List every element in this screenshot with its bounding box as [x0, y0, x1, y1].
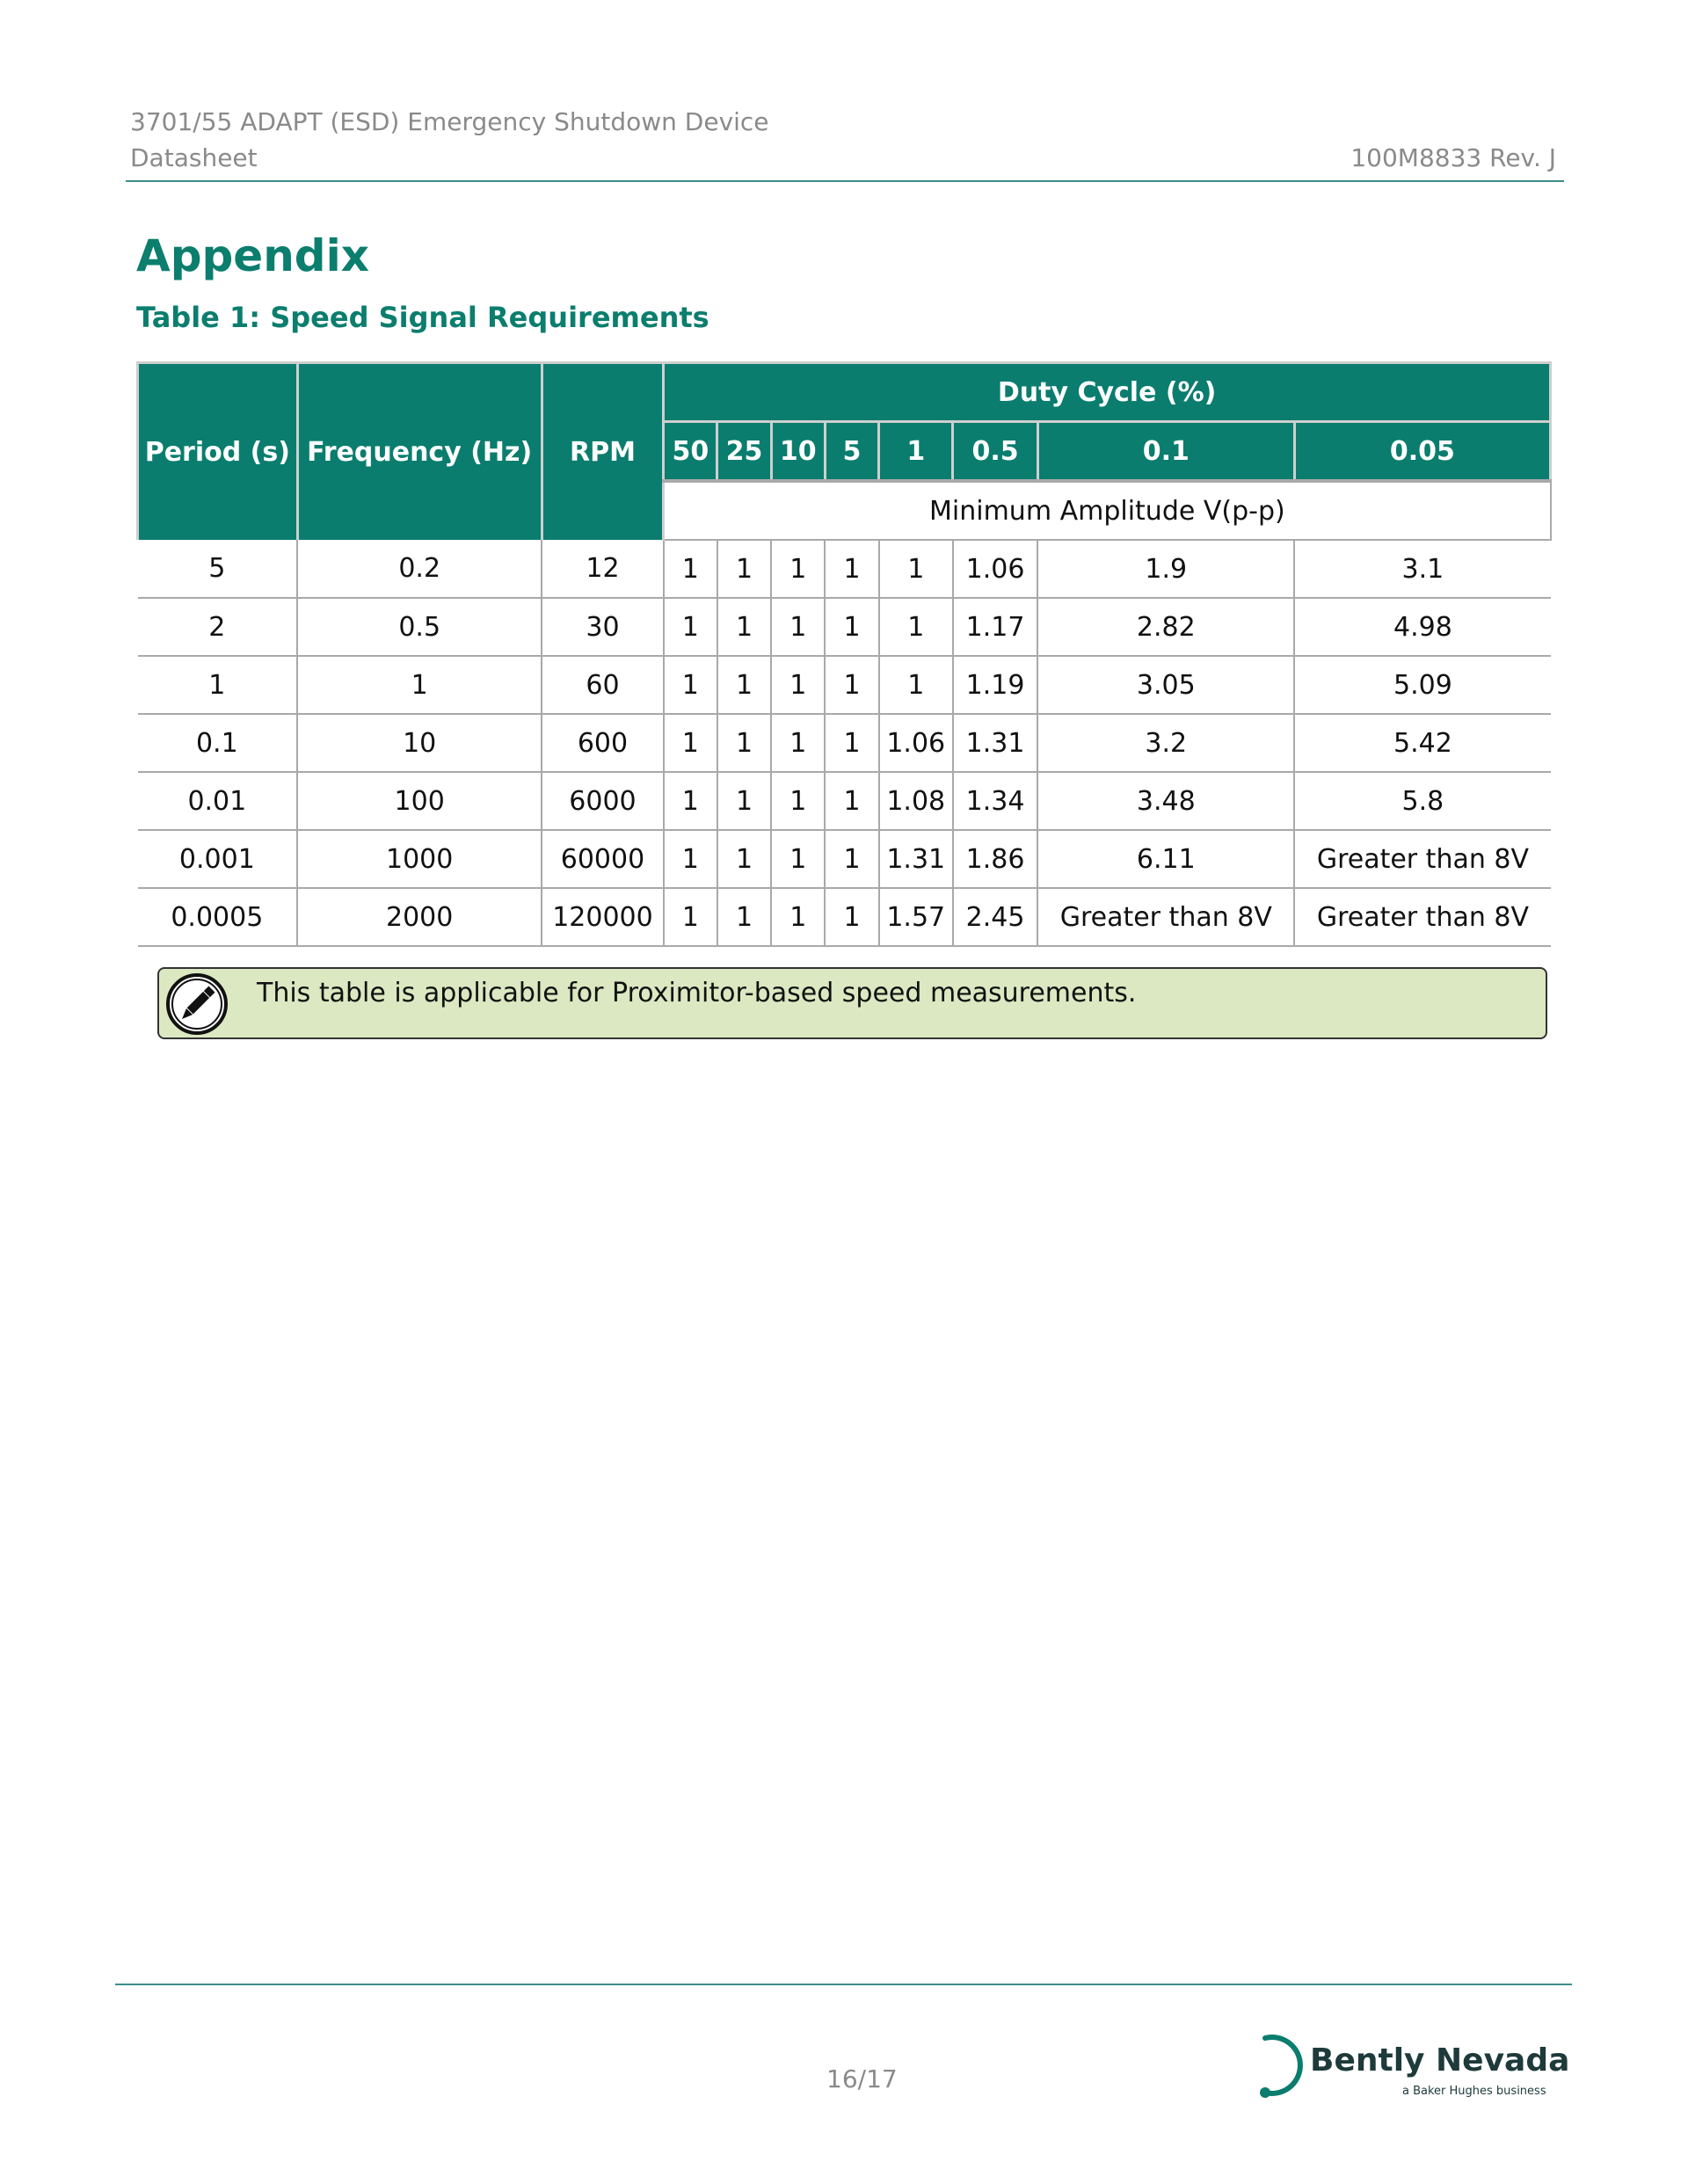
table-cell: 60	[542, 656, 664, 714]
logo-mark-icon	[1253, 2029, 1306, 2101]
section-title: Appendix	[136, 230, 369, 281]
table-cell: 0.1	[138, 714, 298, 772]
table-cell: 1.31	[953, 714, 1037, 772]
table-cell: 1.06	[953, 540, 1037, 598]
duty-cycle-25: 25	[717, 422, 771, 482]
table-cell: 1.34	[953, 772, 1037, 830]
table-cell: 1	[717, 540, 771, 598]
page-number: 16/17	[826, 2064, 898, 2093]
duty-cycle-10: 10	[771, 422, 825, 482]
duty-cycle-header: Duty Cycle (%)	[664, 363, 1551, 422]
table-row	[138, 714, 1551, 772]
note-text: This table is applicable for Proximitor-based speed measurements.	[257, 978, 1137, 1008]
table-cell: 0.5	[297, 598, 542, 656]
table-cell: 1	[664, 714, 717, 772]
header-document-type: Datasheet	[130, 143, 258, 172]
table-cell: 1.86	[953, 830, 1037, 888]
table-cell: 5.8	[1294, 772, 1550, 830]
table-cell: 5	[138, 540, 298, 598]
table-row	[138, 830, 1551, 888]
table-cell: 600	[542, 714, 664, 772]
table-row	[138, 540, 1551, 598]
table-cell: 1	[664, 656, 717, 714]
table-cell: 2000	[297, 888, 542, 946]
table-cell: 1.19	[953, 656, 1037, 714]
table-cell: 1	[664, 888, 717, 946]
header-document-number: 100M8833 Rev. J	[1350, 143, 1556, 172]
table-cell: 1	[879, 540, 953, 598]
table-cell: 3.1	[1294, 540, 1550, 598]
minimum-amplitude-header: Minimum Amplitude V(p-p)	[664, 481, 1551, 540]
table-cell: 6.11	[1037, 830, 1294, 888]
table-cell: 0.001	[138, 830, 298, 888]
table-cell: 1.06	[879, 714, 953, 772]
table-row	[138, 772, 1551, 830]
table-cell: 1	[771, 830, 825, 888]
duty-cycle-0-5: 0.5	[953, 422, 1037, 482]
table-cell: 6000	[542, 772, 664, 830]
table-cell: 120000	[542, 888, 664, 946]
table-cell: 1	[717, 714, 771, 772]
table-cell: 4.98	[1294, 598, 1550, 656]
table-cell: 100	[297, 772, 542, 830]
table-cell: 1.17	[953, 598, 1037, 656]
table-cell: 1	[771, 714, 825, 772]
duty-cycle-0-05: 0.05	[1294, 422, 1550, 482]
note-box	[157, 967, 1547, 1039]
table-cell: 3.48	[1037, 772, 1294, 830]
table-cell: 1	[297, 656, 542, 714]
table-cell: 1	[825, 540, 878, 598]
duty-cycle-5: 5	[825, 422, 878, 482]
logo-tagline: a Baker Hughes business	[1402, 2085, 1546, 2098]
table-cell: 1	[825, 888, 878, 946]
table-cell: 1	[771, 888, 825, 946]
table-cell: 1	[664, 598, 717, 656]
speed-signal-table	[136, 361, 1552, 947]
table-cell: 5.09	[1294, 656, 1550, 714]
table-cell: 2.82	[1037, 598, 1294, 656]
table-cell: 1	[825, 772, 878, 830]
table-caption: Table 1: Speed Signal Requirements	[136, 301, 709, 334]
duty-cycle-1: 1	[879, 422, 953, 482]
col-header-frequency: Frequency (Hz)	[297, 363, 542, 541]
table-cell: 2	[138, 598, 298, 656]
table-cell: 12	[542, 540, 664, 598]
table-cell: 1.31	[879, 830, 953, 888]
table-cell: Greater than 8V	[1037, 888, 1294, 946]
table-cell: 1	[825, 598, 878, 656]
table-cell: Greater than 8V	[1294, 888, 1550, 946]
table-cell: 30	[542, 598, 664, 656]
table-row	[138, 598, 1551, 656]
table-cell: 1	[879, 598, 953, 656]
table-cell: 1	[717, 656, 771, 714]
table-cell: 1.57	[879, 888, 953, 946]
table-cell: 10	[297, 714, 542, 772]
table-cell: 1	[138, 656, 298, 714]
header-divider	[126, 180, 1564, 182]
table-cell: 60000	[542, 830, 664, 888]
table-cell: 1.9	[1037, 540, 1294, 598]
table-row	[138, 656, 1551, 714]
table-cell: 1	[825, 714, 878, 772]
table-cell: Greater than 8V	[1294, 830, 1550, 888]
table-cell: 1	[771, 772, 825, 830]
table-cell: 2.45	[953, 888, 1037, 946]
table-cell: 5.42	[1294, 714, 1550, 772]
logo-name: Bently Nevada	[1310, 2042, 1570, 2078]
table-cell: 1	[879, 656, 953, 714]
table-cell: 0.2	[297, 540, 542, 598]
table-cell: 1	[717, 598, 771, 656]
header-document-title: 3701/55 ADAPT (ESD) Emergency Shutdown Device	[130, 107, 769, 136]
table-cell: 1	[717, 888, 771, 946]
table-cell: 1	[825, 830, 878, 888]
table-cell: 1000	[297, 830, 542, 888]
table-cell: 1	[825, 656, 878, 714]
table-cell: 1	[664, 540, 717, 598]
table-cell: 1	[771, 656, 825, 714]
table-cell: 1	[717, 830, 771, 888]
footer-divider	[115, 1984, 1572, 1985]
table-cell: 1	[664, 830, 717, 888]
table-cell: 1.08	[879, 772, 953, 830]
duty-cycle-50: 50	[664, 422, 717, 482]
table-row	[138, 888, 1551, 946]
duty-cycle-0-1: 0.1	[1037, 422, 1294, 482]
table-cell: 3.2	[1037, 714, 1294, 772]
table-cell: 1	[717, 772, 771, 830]
table-cell: 1	[664, 772, 717, 830]
bently-nevada-logo	[1253, 2029, 1570, 2101]
table-cell: 3.05	[1037, 656, 1294, 714]
col-header-rpm: RPM	[542, 363, 664, 541]
table-cell: 1	[771, 598, 825, 656]
table-cell: 0.01	[138, 772, 298, 830]
col-header-period: Period (s)	[138, 363, 298, 541]
table-cell: 1	[771, 540, 825, 598]
table-cell: 0.0005	[138, 888, 298, 946]
pencil-icon	[164, 971, 230, 1037]
